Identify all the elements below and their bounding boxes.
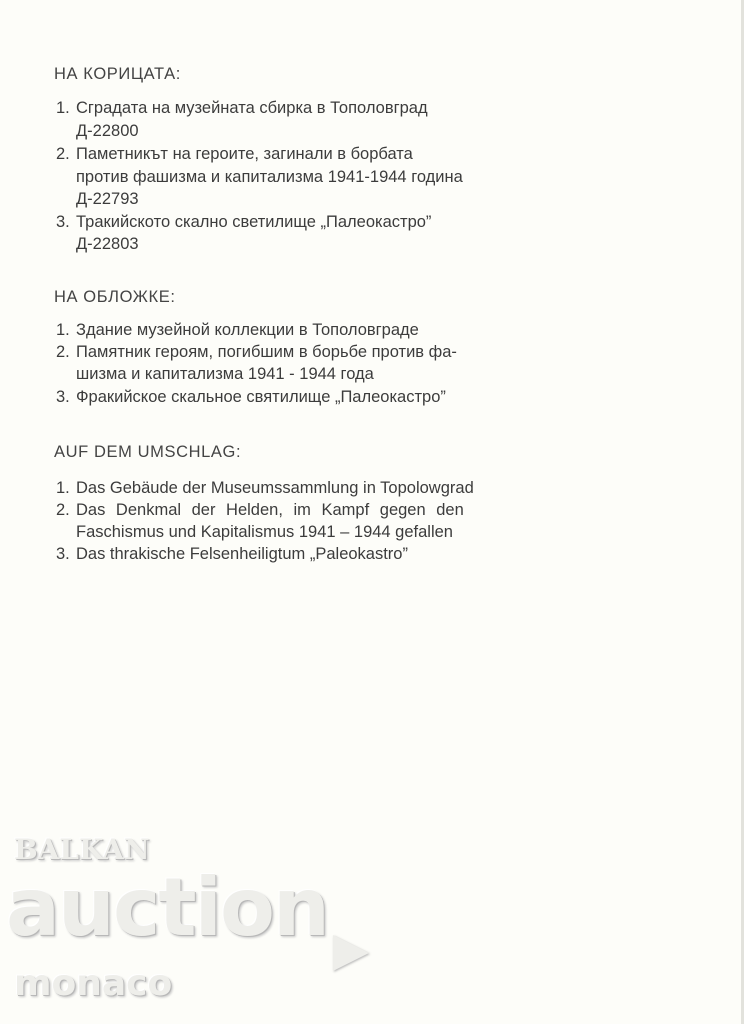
- item-text: Паметникът на героите, загинали в борбата: [76, 145, 413, 163]
- item-number: 2.: [56, 501, 70, 519]
- play-arrow-icon: [333, 935, 369, 971]
- section-heading-ru: НА ОБЛОЖКЕ:: [54, 288, 176, 306]
- item-number: 2.: [56, 343, 70, 361]
- list-item: [56, 342, 457, 362]
- watermark-monaco: monaco: [14, 963, 173, 1004]
- list-item-cont: против фашизма и капитализма 1941-1944 година: [76, 168, 463, 186]
- list-item: [56, 320, 419, 340]
- item-number: 1.: [56, 479, 70, 497]
- item-text: Памятник героям, погибшим в борьбе против фа-: [76, 343, 457, 361]
- list-item-cont: шизма и капитализма 1941 - 1944 года: [76, 365, 374, 383]
- section-heading-bg: НА КОРИЦАТА:: [54, 65, 181, 83]
- item-number: 1.: [56, 99, 70, 117]
- list-item: [56, 544, 408, 564]
- list-item-code: Д-22793: [76, 190, 139, 208]
- item-text: Сградата на музейната сбирка в Тополовград: [76, 99, 428, 117]
- list-item: [56, 98, 428, 118]
- item-number: 3.: [56, 545, 70, 563]
- watermark-balkan: BALKAN: [14, 833, 150, 866]
- list-item: [56, 387, 446, 407]
- list-item: [56, 478, 474, 498]
- item-text: Das Gebäude der Museumssammlung in Topolowgrad: [76, 479, 474, 497]
- item-text: Фракийское скальное святилище „Палеокастро”: [76, 388, 446, 406]
- item-text: Тракийското скално светилище „Палеокастро”: [76, 213, 432, 231]
- item-text: Здание музейной коллекции в Тополовграде: [76, 321, 419, 339]
- item-number: 3.: [56, 213, 70, 231]
- list-item: [56, 212, 431, 232]
- item-number: 2.: [56, 145, 70, 163]
- list-item-code: Д-22800: [76, 122, 139, 140]
- watermark-auction: auction: [6, 861, 328, 954]
- list-item: [56, 144, 413, 164]
- item-number: 1.: [56, 321, 70, 339]
- list-item-cont: Faschismus und Kapitalismus 1941 – 1944 gefallen: [76, 523, 453, 541]
- section-heading-de: AUF DEM UMSCHLAG:: [54, 443, 242, 461]
- item-number: 3.: [56, 388, 70, 406]
- item-text: Das Denkmal der Helden, im Kampf gegen den: [76, 501, 464, 519]
- list-item-code: Д-22803: [76, 235, 139, 253]
- item-text: Das thrakische Felsenheiligtum „Paleokastro”: [76, 545, 408, 563]
- list-item: [56, 500, 464, 520]
